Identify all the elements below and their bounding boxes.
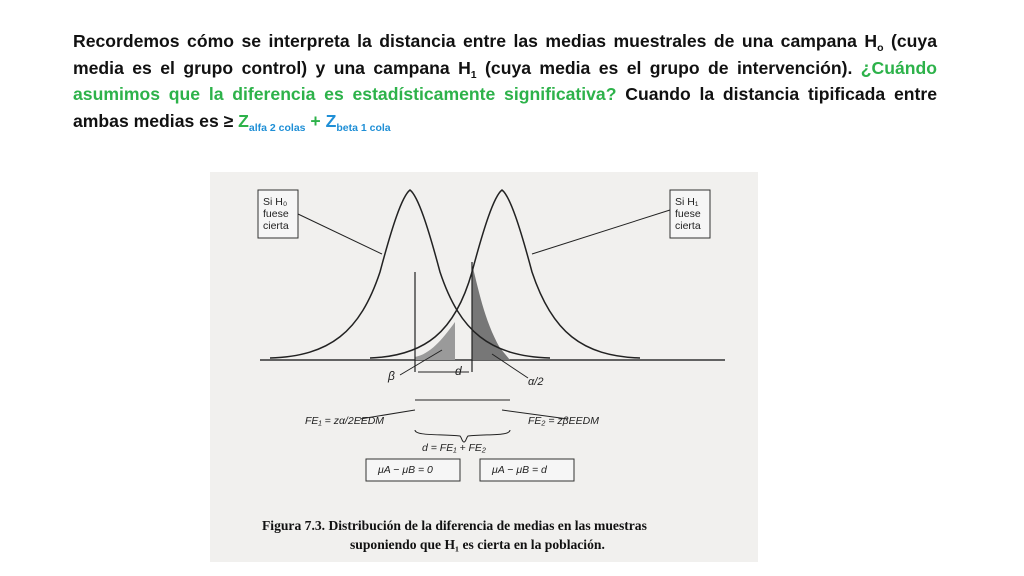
- alpha-pointer: [492, 354, 528, 378]
- box-right-label: μA − μB = d: [492, 464, 547, 476]
- d-sum-label: d = FE₁ + FE₂: [422, 442, 486, 454]
- h0-pointer: [298, 214, 382, 254]
- h1-box-text: [675, 196, 701, 232]
- subscript-o: o: [877, 42, 884, 54]
- question-text: ¿Cuándo asumimos que la diferencia es estadísticamente significativa?: [73, 57, 937, 104]
- h0-curve: [270, 190, 550, 358]
- caption-line-2: suponiendo que H₁ es cierta en la población.: [350, 537, 605, 552]
- slide-paragraph: [73, 28, 937, 134]
- h1-line-1: Si H₁: [675, 196, 699, 208]
- beta-pointer: [400, 350, 442, 375]
- d-label: d: [455, 364, 462, 378]
- h1-line-3: cierta: [675, 220, 701, 232]
- beta-label: β: [388, 369, 395, 383]
- fe2-label: FE₂ = zβEEDM: [528, 415, 599, 427]
- subscript-1: 1: [470, 68, 477, 81]
- h1-curve: [370, 190, 640, 358]
- sum-brace: [415, 430, 510, 442]
- h1-line-2: fuese: [675, 208, 701, 220]
- fe1-label: FE₁ = zα/2EEDM: [305, 415, 385, 427]
- z-beta-sub: beta 1 cola: [336, 121, 391, 134]
- h0-line-3: cierta: [263, 220, 289, 232]
- alpha-region: [472, 264, 510, 360]
- z-alfa: Z: [238, 110, 249, 131]
- text-part-1: Recordemos cómo se interpreta la distancia entre las medias muestrales de una campana H: [73, 31, 878, 51]
- caption-line-1: Figura 7.3. Distribución de la diferencia de medias en las muestras: [262, 518, 647, 533]
- h0-line-2: fuese: [263, 208, 289, 220]
- h0-box-text: [263, 196, 289, 232]
- plus-sign: +: [305, 110, 326, 131]
- scanned-figure: [210, 172, 758, 562]
- figure-caption: [262, 516, 647, 554]
- alpha-label: α/2: [528, 376, 544, 388]
- text-part-2: (cuya media es el grupo control) y una campana H: [73, 31, 937, 78]
- h1-pointer: [532, 210, 670, 254]
- text-part-3: (cuya media es el grupo de intervención).: [476, 57, 861, 78]
- h0-line-1: Si H₀: [263, 196, 288, 208]
- box-left-label: μA − μB = 0: [378, 464, 433, 476]
- text-part-4: Cuando la distancia tipificada entre ambas medias es ≥: [73, 84, 937, 131]
- z-alfa-sub: alfa 2 colas: [248, 121, 306, 134]
- z-beta: Z: [325, 110, 337, 131]
